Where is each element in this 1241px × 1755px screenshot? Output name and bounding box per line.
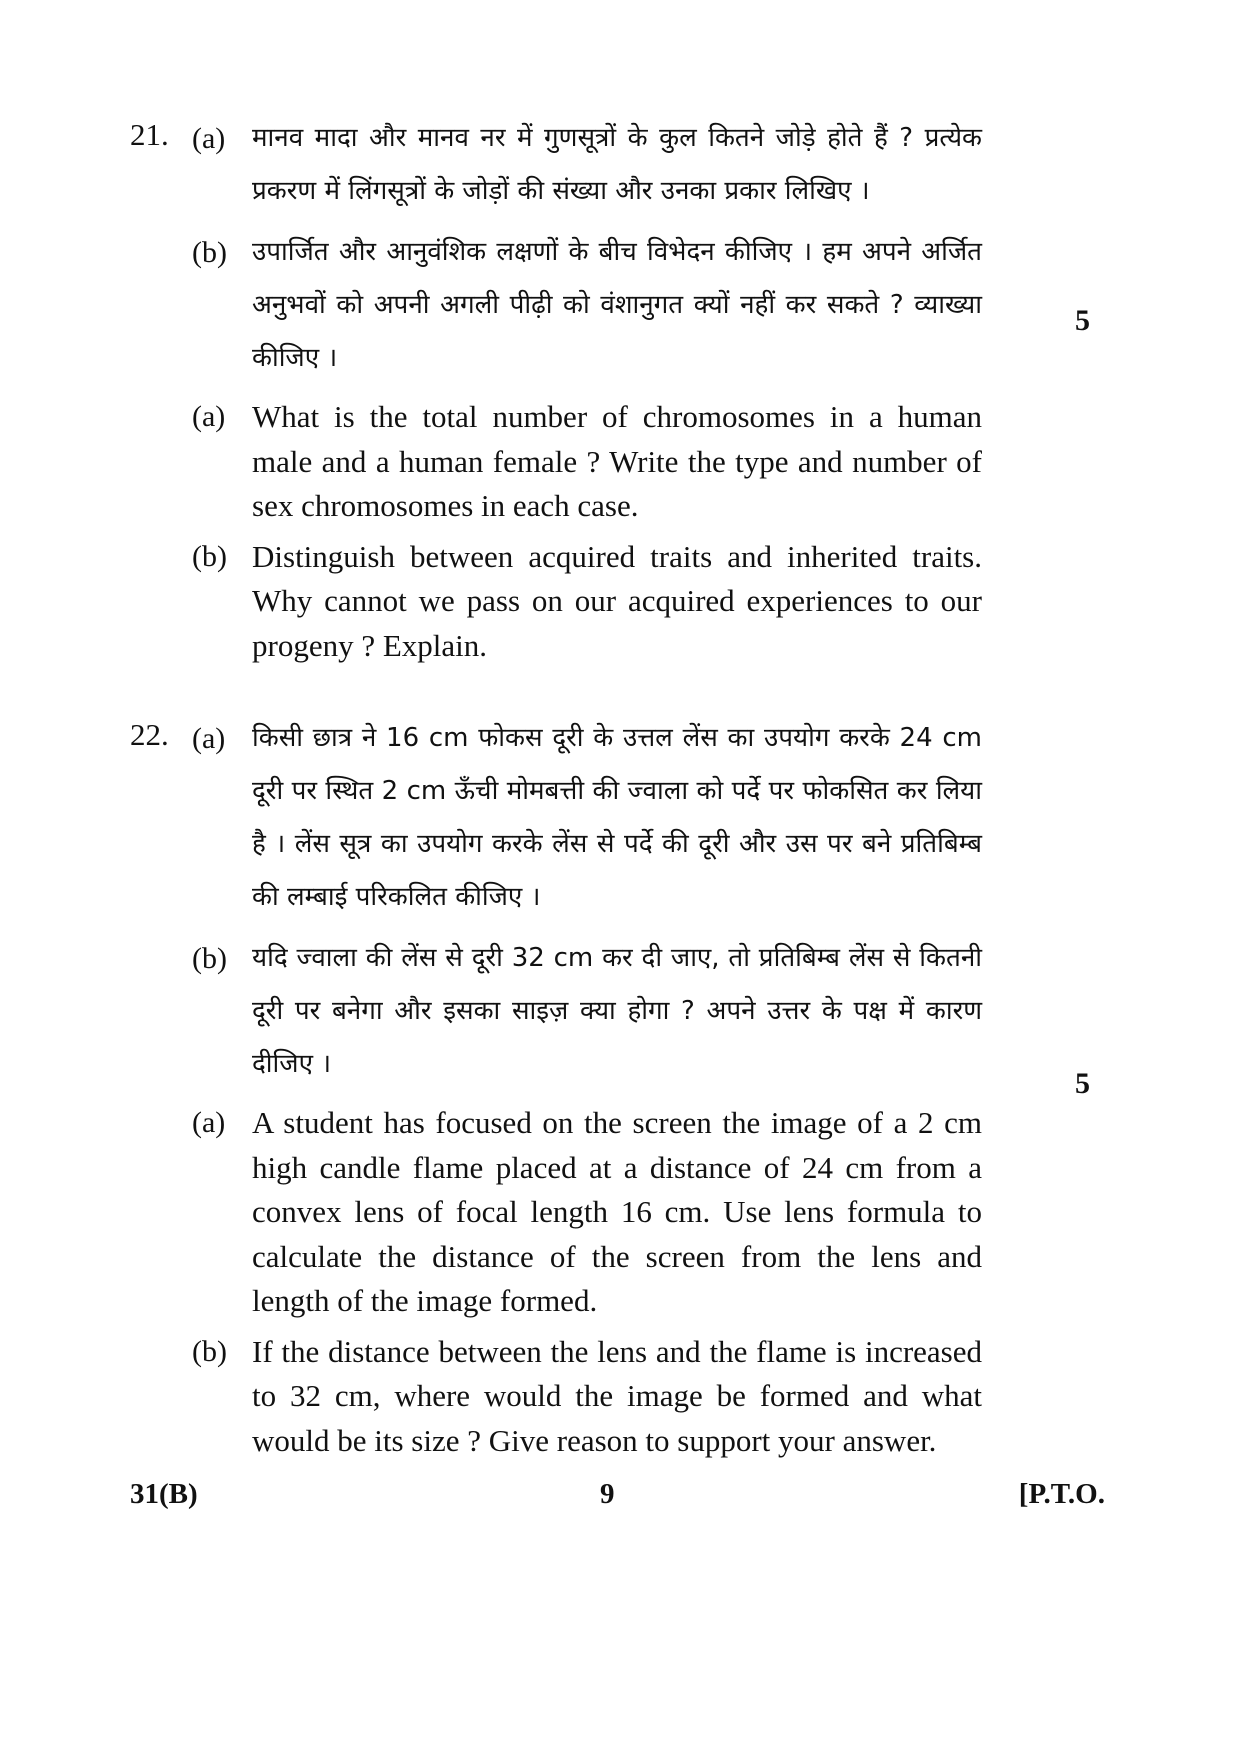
page-number: 9	[600, 1478, 615, 1510]
question-part-a-hindi	[192, 712, 982, 924]
page-footer	[130, 1478, 1105, 1518]
question-text: Distinguish between acquired traits and inherited traits. Why cannot we pass on our acquired experiences to our progeny ? Explain.	[252, 538, 982, 663]
question-part-b-english	[192, 535, 982, 669]
question-part-a-english	[192, 395, 982, 529]
question-part-a-english	[192, 1101, 982, 1324]
question-text: उपार्जित और आनुवंशिक लक्षणों के बीच विभेदन कीजिए । हम अपने अर्जित अनुभवों को अपनी अगली पीढ़ी को वंशानुगत क्यों नहीं कर सकते ? व्याख्या कीजिए ।	[252, 237, 982, 373]
part-label: (a)	[192, 400, 226, 433]
question-22	[130, 712, 1090, 1463]
question-text: A student has focused on the screen the image of a 2 cm high candle flame placed at a distance of 24 cm from a convex lens of focal length 16 cm. Use lens formula to calculate the distance of the screen from the lens and length of the image formed.	[252, 1105, 982, 1318]
part-label: (b)	[192, 236, 227, 269]
question-text: किसी छात्र ने 16 cm फोकस दूरी के उत्तल लेंस का उपयोग करके 24 cm दूरी पर स्थित 2 cm ऊँची मोमबत्ती की ज्वाला को पर्दे पर फोकसित कर लिया है । लेंस सूत्र का उपयोग करके लेंस से पर्दे की दूरी और उस पर बने प्रतिबिम्ब की लम्बाई परिकलित कीजिए ।	[252, 723, 982, 912]
question-part-b-english	[192, 1330, 982, 1464]
part-label: (a)	[192, 722, 226, 755]
marks: 5	[1075, 1067, 1090, 1100]
part-label: (a)	[192, 1106, 226, 1139]
question-text: What is the total number of chromosomes in a human male and a human female ? Write the type and number of sex chromosomes in each case.	[252, 399, 982, 523]
question-text: If the distance between the lens and the flame is increased to 32 cm, where would the image be formed and what would be its size ? Give reason to support your answer.	[252, 1333, 982, 1458]
please-turn-over: [P.T.O.	[1018, 1478, 1105, 1510]
question-text: यदि ज्वाला की लेंस से दूरी 32 cm कर दी जाए, तो प्रतिबिम्ब लेंस से कितनी दूरी पर बनेगा और इसका साइज़ क्या होगा ? अपने उत्तर के पक्ष में कारण दीजिए ।	[252, 943, 982, 1079]
paper-code: 31(B)	[130, 1478, 198, 1510]
question-21	[130, 112, 1090, 668]
question-part-b-hindi	[192, 932, 982, 1091]
part-label: (b)	[192, 942, 227, 975]
part-label: (a)	[192, 122, 226, 155]
marks: 5	[1075, 304, 1090, 337]
question-text: मानव मादा और मानव नर में गुणसूत्रों के कुल कितने जोड़े होते हैं ? प्रत्येक प्रकरण में लिंगसूत्रों के जोड़ों की संख्या और उनका प्रकार लिखिए ।	[252, 123, 982, 206]
question-number: 21.	[130, 117, 169, 152]
part-label: (b)	[192, 1334, 227, 1368]
part-label: (b)	[192, 539, 227, 573]
question-part-a-hindi	[192, 112, 982, 218]
question-part-b-hindi	[192, 226, 982, 385]
question-number: 22.	[130, 717, 169, 752]
